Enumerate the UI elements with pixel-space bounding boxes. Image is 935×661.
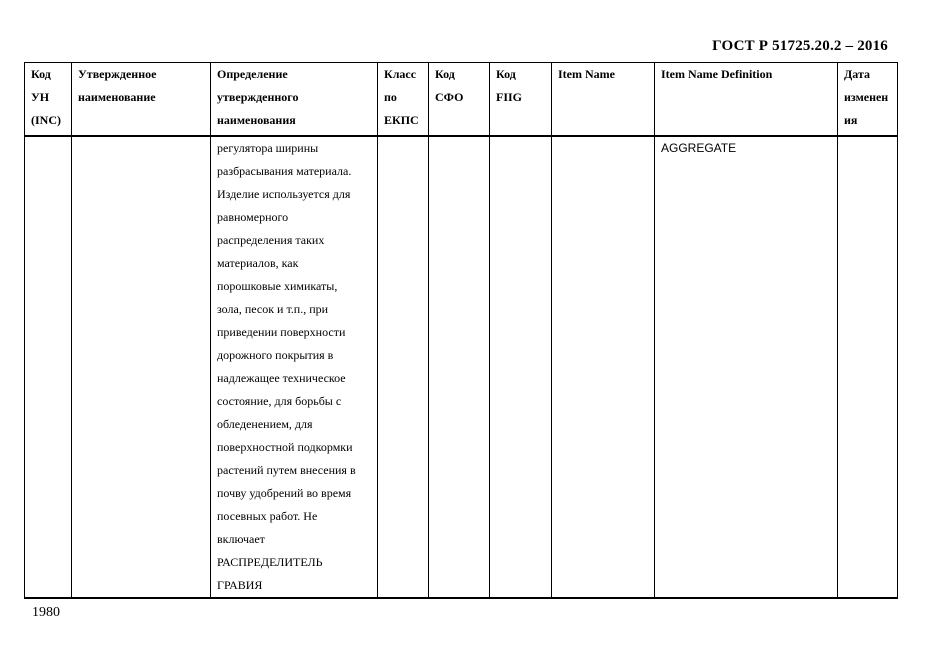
cell-code-inc — [25, 136, 72, 598]
page-number: 1980 — [32, 605, 60, 620]
definition-line: состояние, для борьбы с — [217, 394, 342, 408]
header-line: Класс — [384, 67, 417, 81]
header-line: наименования — [217, 113, 296, 127]
definition-line: Изделие используется для — [217, 187, 351, 201]
cell-code-sfo — [429, 136, 490, 598]
cell-item-name-definition: AGGREGATE — [655, 136, 838, 598]
definition-line: зола, песок и т.п., при — [217, 302, 329, 316]
header-line: FIIG — [496, 90, 523, 104]
definition-line: посевных работ. Не — [217, 509, 318, 523]
document-standard-header: ГОСТ Р 51725.20.2 – 2016 — [712, 38, 888, 54]
definition-line: включает — [217, 532, 265, 546]
column-header-item-name — [552, 63, 655, 137]
header-line: по — [384, 90, 397, 104]
cell-approved-name — [72, 136, 211, 598]
header-line: изменен — [844, 90, 889, 104]
table-header-row — [25, 63, 898, 137]
cell-item-name — [552, 136, 655, 598]
header-line: Код — [31, 67, 51, 81]
definition-line: распределения таких — [217, 233, 325, 247]
column-header-code-fiig — [490, 63, 552, 137]
column-header-code-sfo — [429, 63, 490, 137]
header-line: СФО — [435, 90, 464, 104]
definition-line: порошковые химикаты, — [217, 279, 338, 293]
definition-line: приведении поверхности — [217, 325, 346, 339]
definition-line: РАСПРЕДЕЛИТЕЛЬ — [217, 555, 323, 569]
column-header-change-date — [838, 63, 898, 137]
header-line: (INC) — [31, 113, 61, 127]
definition-line: растений путем внесения в — [217, 463, 356, 477]
cell-class-ekps — [378, 136, 429, 598]
definition-line: ГРАВИЯ — [217, 578, 263, 592]
definition-line: обледенением, для — [217, 417, 313, 431]
definition-line: дорожного покрытия в — [217, 348, 334, 362]
header-line: утвержденного — [217, 90, 299, 104]
definition-line: почву удобрений во время — [217, 486, 352, 500]
definition-line: надлежащее техническое — [217, 371, 346, 385]
definition-line: материалов, как — [217, 256, 299, 270]
nomenclature-table — [24, 62, 898, 599]
column-header-class-ekps — [378, 63, 429, 137]
header-line: Дата — [844, 67, 870, 81]
header-line: УН — [31, 90, 50, 104]
column-header-code-inc — [25, 63, 72, 137]
header-line: Утвержденное — [78, 67, 157, 81]
definition-line: поверхностной подкормки — [217, 440, 353, 454]
column-header-item-name-definition — [655, 63, 838, 137]
cell-definition — [211, 136, 378, 598]
header-line: Определение — [217, 67, 288, 81]
table-row — [25, 136, 898, 598]
column-header-definition — [211, 63, 378, 137]
header-line: ия — [844, 113, 858, 127]
header-line: Item Name — [558, 67, 615, 81]
definition-line: регулятора ширины — [217, 141, 319, 155]
header-line: Item Name Definition — [661, 67, 773, 81]
header-line: Код — [496, 67, 516, 81]
definition-line: разбрасывания материала. — [217, 164, 352, 178]
header-line: ЕКПС — [384, 113, 419, 127]
cell-code-fiig — [490, 136, 552, 598]
column-header-approved-name — [72, 63, 211, 137]
definition-line: равномерного — [217, 210, 289, 224]
header-line: Код — [435, 67, 455, 81]
cell-change-date — [838, 136, 898, 598]
header-line: наименование — [78, 90, 156, 104]
